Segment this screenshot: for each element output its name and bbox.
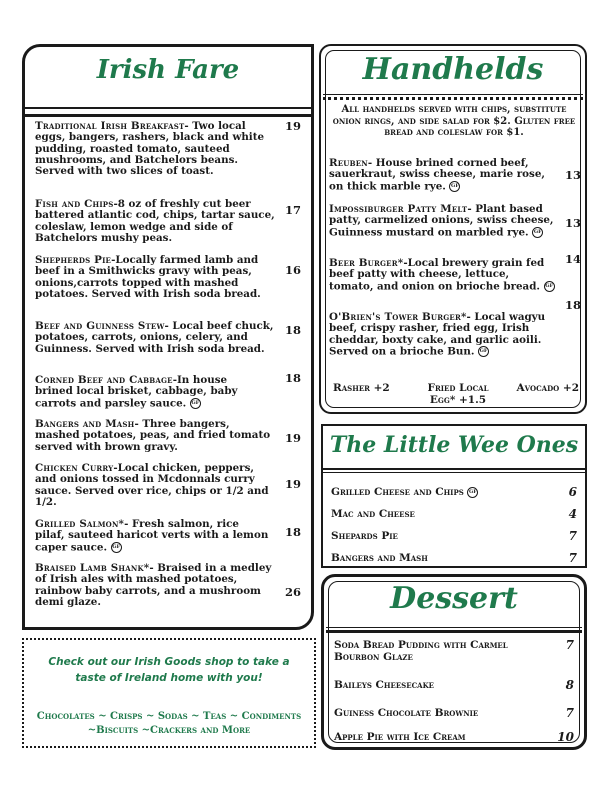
handhelds-note: All handhelds served with chips, substitute onion rings, and side salad for $2. Gluten free bread and coleslaw for $1. [332,104,576,138]
item-price: 17 [284,203,301,217]
gluten-free-icon: GF [449,181,460,192]
item-name: Fish and Chips [35,198,114,210]
irish-goods-shop-box [22,638,316,748]
item-name: Beer Burger* [329,257,404,269]
item-price: 4 [568,507,577,521]
item-price: 8 [565,678,574,692]
item-name: Baileys Cheesecake [334,679,434,691]
menu-item [331,486,577,498]
item-name: Reuben [329,157,368,169]
item-name: Bangers and Mash [331,552,428,564]
item-price: 18 [284,525,301,539]
item-price: 7 [565,706,574,720]
item-description: -Local chicken, peppers, and onions tossed in Mcdonnals curry sauce. Served over rice, chips or 1/2 and 1/2. [35,462,269,508]
item-description: -In house brined local brisket, cabbage, baby carrots and parsley sauce. [35,374,238,410]
item-description: - Local beef chuck, potatoes, carrots, onions, celery, and Guinness. Served with Irish soda bread. [35,320,274,355]
menu-item [35,121,275,177]
menu-item [331,508,577,520]
item-price: 18 [284,323,301,337]
menu-item [35,321,275,355]
item-name: Guiness Chocolate Brownie [334,707,479,719]
addon-avocado: Avocado +2 [516,382,579,394]
menu-item [35,255,275,300]
item-price: 16 [284,263,301,277]
little-wee-ones-divider [323,468,585,470]
dessert-divider [326,627,582,633]
gluten-free-icon: GF [467,487,478,498]
irish-fare-section [22,44,314,630]
item-name: Beef and Guinness Stew [35,320,165,332]
menu-item [35,563,275,608]
item-price: 18 [564,298,581,312]
menu-item [35,519,269,553]
menu-item [35,199,277,244]
menu-item [329,258,555,292]
handhelds-section [319,44,587,414]
item-name: Traditional Irish Breakfast [35,120,185,132]
menu-item [329,204,555,238]
shop-goods-list: Chocolates ~ Crisps ~ Sodas ~ Teas ~ Condiments ~Biscuits ~Crackers and More [36,711,302,736]
item-description: - Three bangers, mashed potatoes, peas, and fried tomato served with brown gravy. [35,418,271,453]
item-name: O'Brien's Tower Burger* [329,311,467,323]
item-name: Shepherds Pie [35,254,112,266]
item-price: 6 [568,485,577,499]
item-price: 14 [564,252,581,266]
item-name: Shepards Pie [331,530,398,542]
dessert-title: Dessert [390,581,518,616]
handhelds-title: Handhelds [362,52,544,87]
item-price: 7 [568,529,577,543]
menu-item [334,731,574,743]
little-wee-ones-section [321,424,587,568]
menu-item [334,679,574,691]
menu-item [35,463,275,508]
menu-item [329,312,555,358]
gluten-free-icon: GF [111,542,122,553]
handhelds-divider [323,94,583,100]
item-name: Impossiburger Patty Melt [329,203,468,215]
gluten-free-icon: GF [478,346,489,357]
item-name: Grilled Cheese and Chips [331,486,464,498]
item-description: -Locally farmed lamb and beef in a Smithwicks gravy with peas, onions,carrots topped with mashed potatoes. Served with Irish soda bread. [35,254,261,300]
shop-message: Check out our Irish Goods shop to take a taste of Ireland home with you! [48,656,290,684]
item-description: - House brined corned beef, sauerkraut, swiss cheese, marie rose, on thick marble rye. [329,157,545,193]
little-wee-ones-divider-thin [323,472,585,473]
irish-fare-title: Irish Fare [96,55,240,85]
item-name: Apple Pie with Ice Cream [334,731,466,743]
item-price: 13 [564,216,581,230]
dessert-section [321,574,587,750]
item-name: Corned Beef and Cabbage [35,374,173,386]
item-price: 13 [564,168,581,182]
irish-fare-divider [25,107,311,117]
gluten-free-icon: GF [544,281,555,292]
menu-item [35,375,267,409]
item-name: Braised Lamb Shank* [35,562,150,574]
item-description: - Fresh salmon, rice pilaf, sauteed haricot verts with a lemon caper sauce. [35,518,269,554]
item-price: 18 [284,371,301,385]
item-price: 19 [284,119,301,133]
item-price: 19 [284,431,301,445]
menu-item [331,530,577,542]
item-description: - Braised in a medley of Irish ales with mashed potatoes, rainbow baby carrots, and a mushroom demi glaze. [35,562,272,608]
item-price: 10 [557,730,574,744]
gluten-free-icon: GF [532,227,543,238]
item-name: Mac and Cheese [331,508,415,520]
item-description: - Two local eggs, bangers, rashers, black and white pudding, roasted tomato, sauteed mushrooms, and Batchelors beans. Served with two slices of toast. [35,120,265,178]
menu-item [334,639,574,663]
item-description: -Local brewery grain fed beef patty with cheese, lettuce, tomato, and onion on brioche bread. [329,257,545,293]
menu-item [329,158,555,192]
menu-item [331,552,577,564]
item-name: Soda Bread Pudding with Carmel Bourbon Glaze [334,639,508,663]
little-wee-ones-title: The Little Wee Ones [329,432,579,458]
gluten-free-icon: GF [190,398,201,409]
item-name: Chicken Curry [35,462,114,474]
item-name: Bangers and Mash [35,418,135,430]
menu-item [334,707,574,719]
item-name: Grilled Salmon* [35,518,125,530]
item-price: 26 [284,585,301,599]
menu-item [35,419,275,453]
addon-rasher: Rasher +2 [333,382,390,394]
item-price: 19 [284,477,301,491]
item-description: -8 oz of freshly cut beer battered atlantic cod, chips, tartar sauce, coleslaw, lemon wedge and side of Batchelors mushy peas. [35,198,275,244]
item-price: 7 [565,638,574,652]
item-description: - Local wagyu beef, crispy rasher, fried egg, Irish cheddar, boxty cake, and garlic aoili. Served on a brioche Bun. [329,311,546,358]
addon-fried-egg: Fried Local Egg* +1.5 [427,382,489,406]
item-description: - Plant based patty, carmelized onions, swiss cheese, Guinness mustard on marbled rye. [329,203,554,239]
item-price: 7 [568,551,577,565]
